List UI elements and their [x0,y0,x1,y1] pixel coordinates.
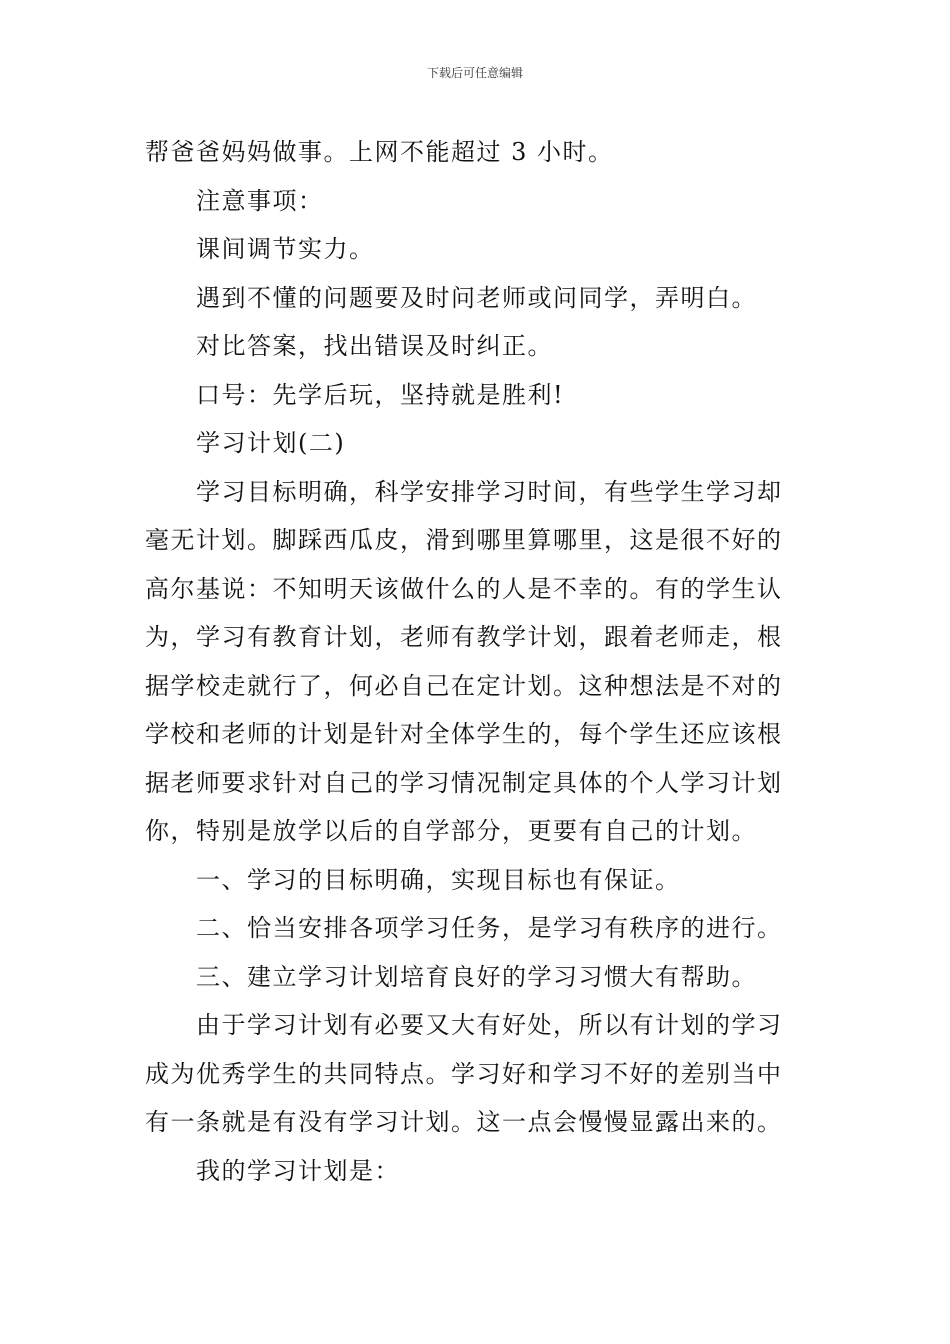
paragraph-line: 由于学习计划有必要又大有好处，所以有计划的学习 [196,1011,783,1039]
text-line: 帮爸爸妈妈做事。上网不能超过 3 小时。 [145,138,614,166]
paragraph-line: 学习目标明确，科学安排学习时间，有些学生学习却 [196,477,783,506]
list-item: 二、恰当安排各项学习任务，是学习有秩序的进行。 [196,914,783,942]
paragraph-line: 据老师要求针对自己的学习情况制定具体的个人学习计划 [145,768,783,797]
list-item: 三、建立学习计划培育良好的学习习惯大有帮助。 [196,962,757,991]
paragraph-line: 成为优秀学生的共同特点。学习好和学习不好的差别当中 [145,1059,783,1088]
paragraph-line: 你，特别是放学以后的自学部分，更要有自己的计划。 [145,817,757,845]
page-header: 下载后可任意编辑 [426,66,523,80]
paragraph-line: 高尔基说：不知明天该做什么的人是不幸的。有的学生认 [145,574,783,603]
text-line: 课间调节实力。 [196,235,375,263]
list-item: 一、学习的目标明确，实现目标也有保证。 [196,865,681,894]
text-line: 遇到不懂的问题要及时问老师或问同学，弄明白。 [196,283,757,312]
section-title: 学习计划(二) [196,429,346,457]
document-body [145,128,807,1195]
paragraph-line: 为，学习有教育计划，老师有教学计划，跟着老师走，根 [145,623,783,651]
paragraph-line: 学校和老师的计划是针对全体学生的，每个学生还应该根 [145,720,783,748]
paragraph-line: 有一条就是有没有学习计划。这一点会慢慢显露出来的。 [145,1108,783,1136]
paragraph-line: 毫无计划。脚踩西瓜皮，滑到哪里算哪里，这是很不好的 [145,526,783,554]
slogan: 口号：先学后玩，坚持就是胜利! [196,380,565,409]
paragraph-line: 据学校走就行了，何必自己在定计划。这种想法是不对的 [145,671,783,700]
section-heading-notes: 注意事项： [196,186,324,215]
text-line: 我的学习计划是： [196,1156,400,1185]
text-line: 对比答案，找出错误及时纠正。 [196,332,553,360]
